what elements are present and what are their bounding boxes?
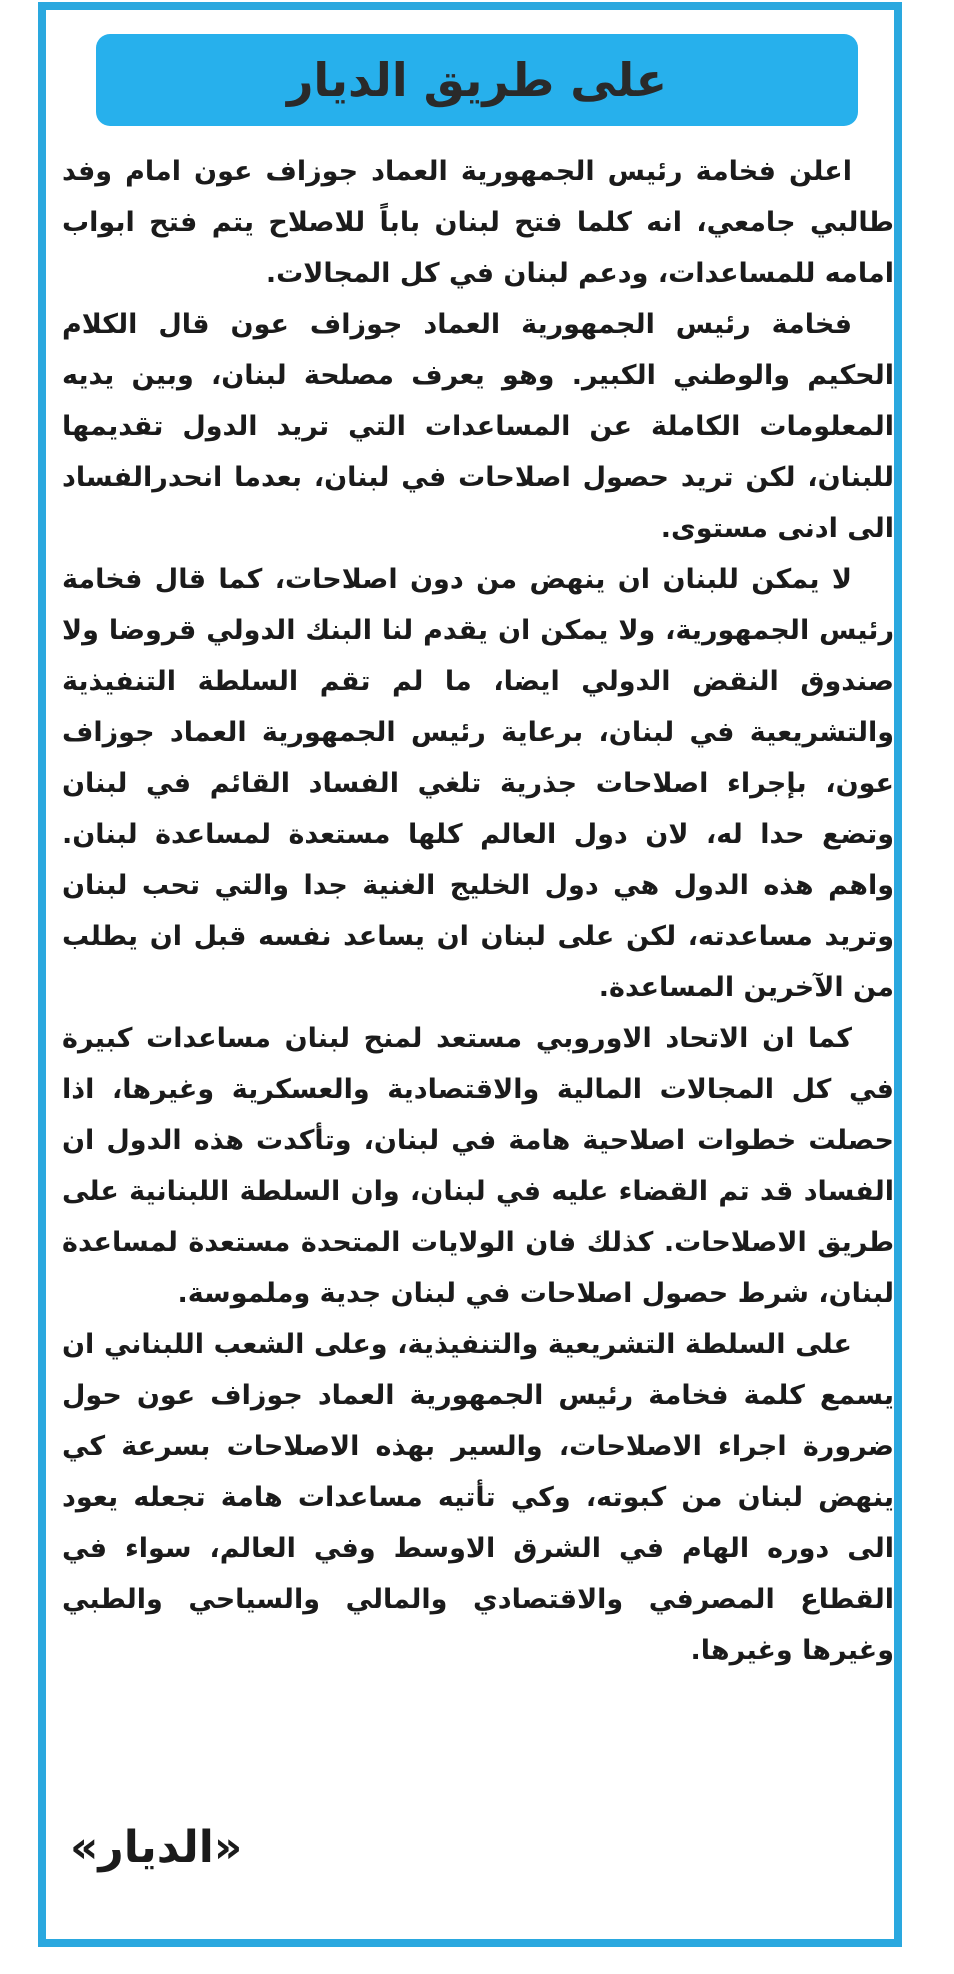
paragraph-1: اعلن فخامة رئيس الجمهورية العماد جوزاف عون امام وفد طالبي جامعي، انه كلما فتح لبنان باباً للاصلاح يتم فتح ابواب امامه للمساعدات، ودعم لبنان في كل المجالات. bbox=[62, 156, 894, 289]
article-body bbox=[62, 146, 894, 1676]
paragraph-5: على السلطة التشريعية والتنفيذية، وعلى الشعب اللبناني ان يسمع كلمة فخامة رئيس الجمهورية العماد جوزاف عون حول ضرورة اجراء الاصلاحات، والسير بهذه الاصلاحات بسرعة كي ينهض لبنان من كبوته، وكي تأتيه مساعدات هامة تجعله يعود الى دوره الهام في الشرق الاوسط وفي العالم، سواء في القطاع المصرفي والاقتصادي والمالي والسياحي والطبي وغيرها وغيرها. bbox=[62, 1329, 894, 1666]
article-title: على طريق الديار bbox=[286, 53, 668, 107]
paragraph-3: لا يمكن للبنان ان ينهض من دون اصلاحات، كما قال فخامة رئيس الجمهورية، ولا يمكن ان يقدم لنا البنك الدولي قروضا ولا صندوق النقض الدولي ايضا، ما لم تقم السلطة التنفيذية والتشريعية في لبنان، برعاية رئيس الجمهورية العماد جوزاف عون، بإجراء اصلاحات جذرية تلغي الفساد القائم في لبنان وتضع حدا له، لان دول العالم كلها مستعدة لمساعدة لبنان. واهم هذه الدول هي دول الخليج الغنية جدا والتي تحب لبنان وتريد مساعدته، لكن على لبنان ان يساعد نفسه قبل ان يطلب من الآخرين المساعدة. bbox=[62, 564, 894, 1003]
title-banner bbox=[96, 34, 858, 126]
paragraph-4: كما ان الاتحاد الاوروبي مستعد لمنح لبنان مساعدات كبيرة في كل المجالات المالية والاقتصادية والعسكرية وغيرها، اذا حصلت خطوات اصلاحية هامة في لبنان، وتأكدت هذه الدول ان الفساد قد تم القضاء عليه في لبنان، وان السلطة اللبنانية على طريق الاصلاحات. كذلك فان الولايات المتحدة مستعدة لمساعدة لبنان، شرط حصول اصلاحات في لبنان جدية وملموسة. bbox=[62, 1023, 894, 1309]
paragraph-2: فخامة رئيس الجمهورية العماد جوزاف عون قال الكلام الحكيم والوطني الكبير. وهو يعرف مصلحة لبنان، وبين يديه المعلومات الكاملة عن المساعدات التي تريد الدول تقديمها للبنان، لكن تريد حصول اصلاحات في لبنان، بعدما انحدرالفساد الى ادنى مستوى. bbox=[62, 309, 894, 544]
signature: «الديار» bbox=[70, 1822, 243, 1873]
